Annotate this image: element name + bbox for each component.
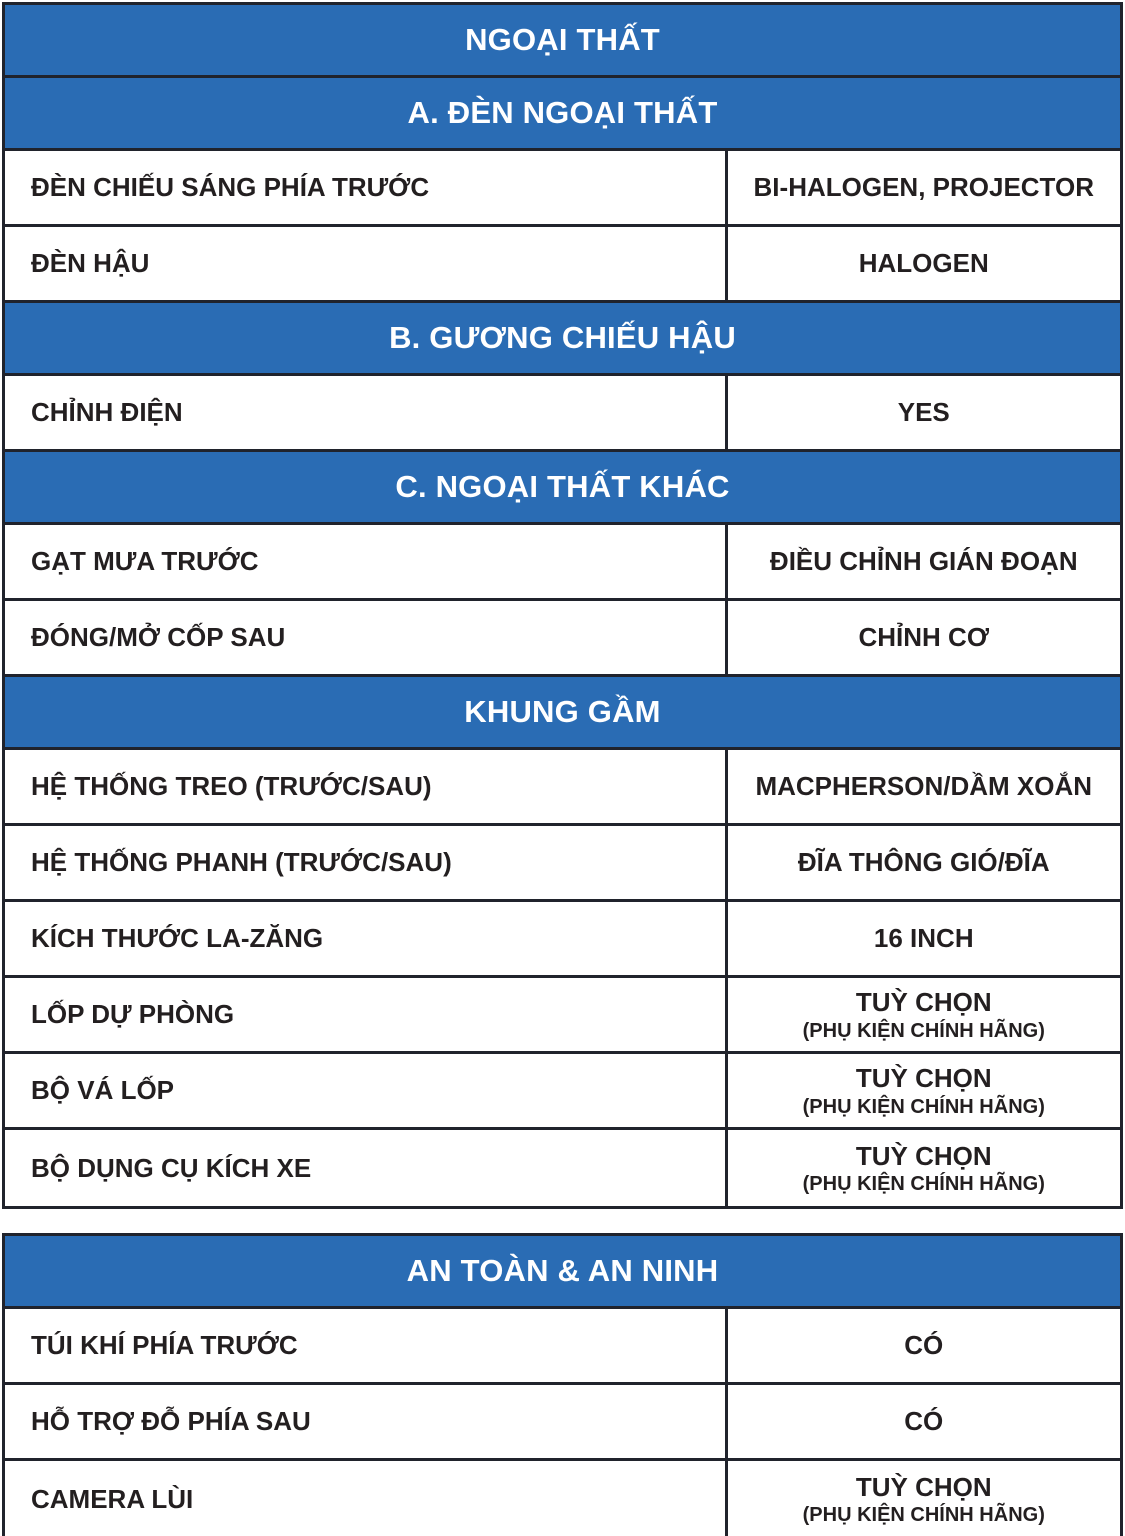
spec-label: ĐÈN HẬU bbox=[5, 227, 728, 300]
spec-value-note: (PHỤ KIỆN CHÍNH HÃNG) bbox=[802, 1504, 1045, 1527]
table-gap bbox=[2, 1209, 1123, 1233]
exterior-chassis-table bbox=[2, 2, 1123, 1209]
spec-value-text: CÓ bbox=[904, 1330, 944, 1361]
row-headlights bbox=[5, 151, 1120, 227]
row-spare-tire bbox=[5, 978, 1120, 1054]
section-header-label: NGOẠI THẤT bbox=[465, 22, 660, 57]
spec-value-text: MACPHERSON/DẦM XOẮN bbox=[755, 771, 1093, 802]
subsection-header-label: B. GƯƠNG CHIẾU HẬU bbox=[389, 320, 736, 355]
row-tailgate bbox=[5, 601, 1120, 677]
spec-label: ĐÈN CHIẾU SÁNG PHÍA TRƯỚC bbox=[5, 151, 728, 224]
section-header-exterior bbox=[5, 5, 1120, 78]
spec-label: GẠT MƯA TRƯỚC bbox=[5, 525, 728, 598]
spec-value bbox=[728, 978, 1120, 1051]
spec-label: ĐÓNG/MỞ CỐP SAU bbox=[5, 601, 728, 674]
spec-value bbox=[728, 1130, 1120, 1206]
spec-value bbox=[728, 1461, 1120, 1536]
spec-label: LỐP DỰ PHÒNG bbox=[5, 978, 728, 1051]
spec-value bbox=[728, 376, 1120, 449]
spec-value bbox=[728, 227, 1120, 300]
spec-value-note: (PHỤ KIỆN CHÍNH HÃNG) bbox=[802, 1173, 1045, 1196]
spec-value-text: BI-HALOGEN, PROJECTOR bbox=[753, 172, 1094, 203]
spec-value-text: TUỲ CHỌN bbox=[855, 987, 992, 1018]
subsection-header-mirrors bbox=[5, 303, 1120, 376]
subsection-header-other-exterior bbox=[5, 452, 1120, 525]
spec-label: TÚI KHÍ PHÍA TRƯỚC bbox=[5, 1309, 728, 1382]
spec-value-text: ĐĨA THÔNG GIÓ/ĐĨA bbox=[797, 847, 1050, 878]
spec-value-note: (PHỤ KIỆN CHÍNH HÃNG) bbox=[802, 1095, 1045, 1118]
row-jack-tool-kit bbox=[5, 1130, 1120, 1206]
spec-label: BỘ VÁ LỐP bbox=[5, 1054, 728, 1127]
row-power-adjust-mirror bbox=[5, 376, 1120, 452]
section-header-label: AN TOÀN & AN NINH bbox=[406, 1253, 719, 1288]
spec-value bbox=[728, 601, 1120, 674]
spec-label: BỘ DỤNG CỤ KÍCH XE bbox=[5, 1130, 728, 1206]
spec-label: HỆ THỐNG PHANH (TRƯỚC/SAU) bbox=[5, 826, 728, 899]
subsection-header-label: A. ĐÈN NGOẠI THẤT bbox=[407, 95, 718, 130]
spec-value-text: CHỈNH CƠ bbox=[858, 622, 990, 653]
spec-value bbox=[728, 525, 1120, 598]
spec-value bbox=[728, 1385, 1120, 1458]
row-brakes bbox=[5, 826, 1120, 902]
spec-value-text: ĐIỀU CHỈNH GIÁN ĐOẠN bbox=[769, 546, 1078, 577]
spec-value-text: YES bbox=[897, 397, 950, 428]
spec-value bbox=[728, 826, 1120, 899]
section-header-safety bbox=[5, 1236, 1120, 1309]
row-suspension bbox=[5, 750, 1120, 826]
spec-value bbox=[728, 151, 1120, 224]
spec-label: CAMERA LÙI bbox=[5, 1461, 728, 1536]
row-rear-parking-assist bbox=[5, 1385, 1120, 1461]
spec-value-text: HALOGEN bbox=[858, 248, 989, 279]
spec-value bbox=[728, 1309, 1120, 1382]
spec-value-text: TUỲ CHỌN bbox=[855, 1063, 992, 1094]
row-wheel-size bbox=[5, 902, 1120, 978]
spec-label: CHỈNH ĐIỆN bbox=[5, 376, 728, 449]
spec-value bbox=[728, 1054, 1120, 1127]
spec-label: HỖ TRỢ ĐỖ PHÍA SAU bbox=[5, 1385, 728, 1458]
spec-value bbox=[728, 750, 1120, 823]
row-front-wipers bbox=[5, 525, 1120, 601]
row-tire-repair-kit bbox=[5, 1054, 1120, 1130]
subsection-header-exterior-lights bbox=[5, 78, 1120, 151]
spec-value-note: (PHỤ KIỆN CHÍNH HÃNG) bbox=[802, 1019, 1045, 1042]
spec-value bbox=[728, 902, 1120, 975]
row-front-airbags bbox=[5, 1309, 1120, 1385]
spec-value-text: TUỲ CHỌN bbox=[855, 1140, 992, 1171]
spec-value-text: TUỲ CHỌN bbox=[855, 1471, 992, 1502]
spec-value-text: CÓ bbox=[904, 1406, 944, 1437]
section-header-label: KHUNG GẦM bbox=[464, 694, 661, 729]
spec-label: KÍCH THƯỚC LA-ZĂNG bbox=[5, 902, 728, 975]
row-rear-camera bbox=[5, 1461, 1120, 1536]
section-header-chassis bbox=[5, 677, 1120, 750]
row-taillights bbox=[5, 227, 1120, 303]
spec-value-text: 16 INCH bbox=[873, 923, 974, 954]
safety-security-table bbox=[2, 1233, 1123, 1536]
subsection-header-label: C. NGOẠI THẤT KHÁC bbox=[395, 469, 730, 504]
spec-label: HỆ THỐNG TREO (TRƯỚC/SAU) bbox=[5, 750, 728, 823]
